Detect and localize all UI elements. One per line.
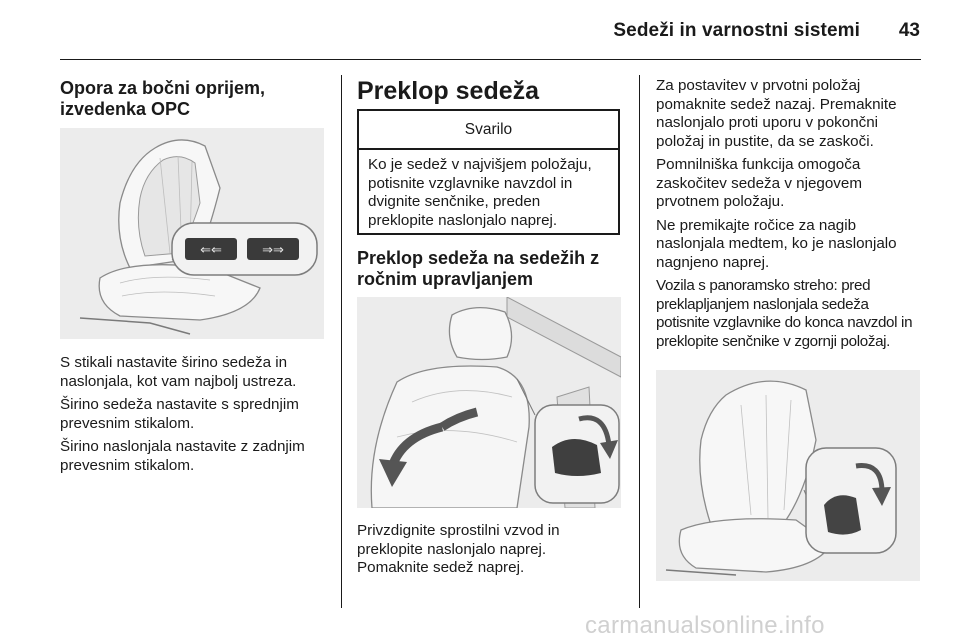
watermark: carmanualsonline.info xyxy=(585,612,825,639)
col3-paragraph-1: Za postavitev v prvotni položaj pomaknite sedež nazaj. Premaknite naslonjalo proti uporu v pokončni položaj in pustite, da se zaskoči. xyxy=(656,77,897,150)
col3-paragraph-2: Pomnilniška funkcija omogoča zaskočitev sedeža v njegovem prvotnem položaju. xyxy=(656,156,862,210)
col1-paragraph-2: Širino sedeža nastavite s sprednjim prevesnim stikalom. xyxy=(60,396,299,432)
section-heading-opc: Opora za bočni oprijem, izvedenka OPC xyxy=(60,78,266,119)
column-divider-2 xyxy=(639,75,640,608)
page-number: 43 xyxy=(898,20,920,41)
fold-seat-caption xyxy=(357,522,627,578)
col3-paragraph-4: Vozila s panoramsko streho: pred preklapljanjem naslonjala sedeža potisnite vzglavnike do konca navzdol in preklopite senčnike v zgornji položaj. xyxy=(656,277,913,350)
caption-line-3: Pomaknite sedež naprej. xyxy=(357,559,525,576)
col3-body xyxy=(656,77,924,356)
fold-seat-drawing xyxy=(357,297,621,508)
col1-paragraph-1: S stikali nastavite širino sedeža in naslonjala, kot vam najbolj ustreza. xyxy=(60,354,297,390)
page-header-title: Sedeži in varnostni sistemi xyxy=(613,20,860,41)
caption-line-1: Privzdignite sprostilni vzvod in xyxy=(357,522,560,539)
opc-seat-drawing xyxy=(60,128,324,339)
opc-seat-illustration xyxy=(60,128,324,339)
svg-text:⇐⇐: ⇐⇐ xyxy=(200,243,222,258)
svg-text:⇒⇒: ⇒⇒ xyxy=(262,243,284,258)
warning-label: Svarilo xyxy=(359,111,618,150)
subheading-manual-seats: Preklop sedeža na sedežih z ročnim upravljanjem xyxy=(357,248,600,289)
caption-line-2: preklopite naslonjalo naprej. xyxy=(357,540,547,558)
col1-body xyxy=(60,354,330,480)
fold-seat-illustration xyxy=(357,297,621,508)
col3-paragraph-3: Ne premikajte ročice za nagib naslonjala medtem, ko je naslonjalo nagnjeno naprej. xyxy=(656,216,897,271)
header-rule xyxy=(60,59,921,60)
seat-release-drawing xyxy=(656,370,920,581)
warning-box xyxy=(357,109,620,235)
seat-release-illustration xyxy=(656,370,920,581)
warning-text: Ko je sedež v najvišjem položaju, potisnite vzglavnike navzdol in dvignite senčnike, preden preklopite naslonjalo naprej. xyxy=(368,156,592,229)
column-divider-1 xyxy=(341,75,342,608)
col1-paragraph-3: Širino naslonjala nastavite z zadnjim prevesnim stikalom. xyxy=(60,438,305,474)
section-title-fold-seat: Preklop sedeža xyxy=(357,77,540,105)
